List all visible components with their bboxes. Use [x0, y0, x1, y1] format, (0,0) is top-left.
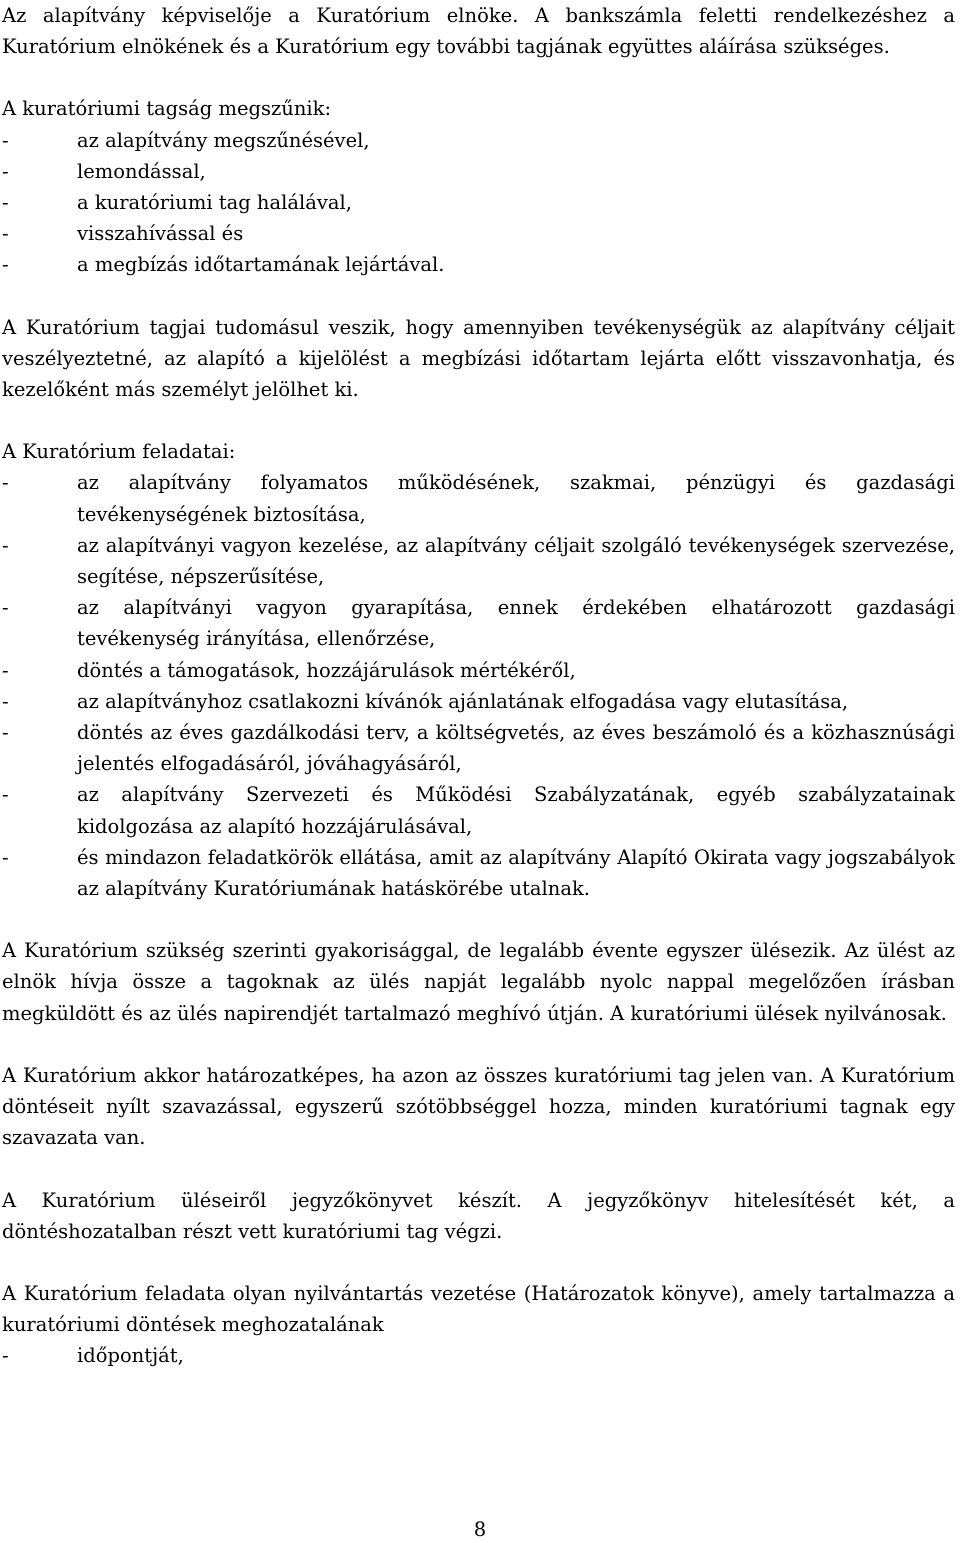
list-item-text: döntés a támogatások, hozzájárulások mértékéről,: [77, 658, 576, 682]
page-number: 8: [473, 1518, 487, 1541]
dash-marker: -: [2, 689, 9, 713]
dash-marker: -: [2, 658, 9, 682]
list-item-text: az alapítványi vagyon kezelése, az alapítvány céljait szolgáló tevékenységek szervezése, segítése, népszerűsítése,: [77, 533, 955, 589]
revocation-paragraph: A Kuratórium tagjai tudomásul veszik, hogy amennyiben tevékenységük az alapítvány céljait veszélyeztetné, az alapító a kijelölést a megbízási időtartam lejárta előtt visszavonhatja, és kezelőként más személyt jelölhet ki.: [2, 315, 955, 402]
list-item: [2, 592, 955, 654]
list-item-text: az alapítvány folyamatos működésének, szakmai, pénzügyi és gazdasági tevékenységének biztosítása,: [77, 471, 955, 526]
register-paragraph: A Kuratórium feladata olyan nyilvántartás vezetése (Határozatok könyve), amely tartalmazza a kuratóriumi döntések meghozatalának: [2, 1281, 955, 1337]
quorum-paragraph: A Kuratórium akkor határozatképes, ha azon az összes kuratóriumi tag jelen van. A Kuratórium döntéseit nyílt szavazással, egyszerű szótöbbséggel hozza, minden kuratóriumi tagnak egy szavazata van.: [2, 1063, 955, 1150]
dash-marker: -: [2, 1344, 9, 1368]
dash-marker: -: [2, 159, 9, 183]
dash-marker: -: [2, 783, 9, 807]
spacer: [2, 1154, 955, 1185]
duties-heading: A Kuratórium feladatai:: [2, 440, 236, 464]
membership-end-list: [2, 125, 955, 281]
dash-marker: -: [2, 253, 9, 277]
list-item: [2, 156, 955, 187]
dash-marker: -: [2, 721, 9, 745]
dash-marker: -: [2, 845, 9, 869]
dash-marker: -: [2, 533, 9, 557]
spacer: [2, 1247, 955, 1278]
dash-marker: -: [2, 191, 9, 215]
dash-marker: -: [2, 128, 9, 152]
list-item: [2, 187, 955, 218]
list-item: [2, 218, 955, 249]
minutes-paragraph: A Kuratórium üléseiről jegyzőkönyvet készít. A jegyzőkönyv hitelesítését két, a döntéshozatalban részt vett kuratóriumi tag végzi.: [2, 1188, 955, 1243]
spacer: [2, 904, 955, 935]
list-item-text: időpontját,: [77, 1344, 184, 1368]
document-page: [2, 0, 955, 1372]
spacer: [2, 281, 955, 312]
list-item-text: döntés az éves gazdálkodási terv, a költségvetés, az éves beszámoló és a közhasznúsági jelentés elfogadásáról, jóváhagyásáról,: [77, 721, 955, 776]
spacer: [2, 62, 955, 93]
list-item-text: az alapítvány megszűnésével,: [77, 128, 370, 152]
list-item: [2, 655, 955, 686]
meetings-paragraph: A Kuratórium szükség szerinti gyakorisággal, de legalább évente egyszer ülésezik. Az ülést az elnök hívja össze a tagoknak az ülés napját legalább nyolc nappal megelőzően írásban megküldött és az ülés napirendjét tartalmazó meghívó útján. A kuratóriumi ülések nyilvánosak.: [2, 939, 955, 1025]
list-item: [2, 530, 955, 592]
list-item: [2, 1340, 955, 1371]
dash-marker: -: [2, 471, 9, 495]
dash-marker: -: [2, 222, 9, 246]
dash-marker: -: [2, 596, 9, 620]
register-list: [2, 1340, 955, 1371]
list-item-text: és mindazon feladatkörök ellátása, amit az alapítvány Alapító Okirata vagy jogszabályok az alapítvány Kuratóriumának hatáskörébe utalnak.: [77, 845, 955, 901]
list-item-text: lemondással,: [77, 159, 206, 183]
spacer: [2, 1029, 955, 1060]
list-item-text: az alapítvány Szervezeti és Működési Szabályzatának, egyéb szabályzatainak kidolgozása az alapító hozzájárulásával,: [77, 783, 955, 838]
list-item-text: az alapítványhoz csatlakozni kívánók ajánlatának elfogadása vagy elutasítása,: [77, 689, 849, 713]
list-item: [2, 717, 955, 779]
list-item: [2, 686, 955, 717]
list-item: [2, 125, 955, 156]
list-item: [2, 779, 955, 841]
list-item-text: a megbízás időtartamának lejártával.: [77, 253, 445, 277]
list-item-text: visszahívással és: [77, 222, 244, 246]
list-item: [2, 842, 955, 904]
list-item-text: az alapítványi vagyon gyarapítása, ennek érdekében elhatározott gazdasági tevékenység irányítása, ellenőrzése,: [77, 596, 955, 651]
spacer: [2, 405, 955, 436]
intro-paragraph: Az alapítvány képviselője a Kuratórium elnöke. A bankszámla feletti rendelkezéshez a Kuratórium elnökének és a Kuratórium egy további tagjának együttes aláírása szükséges.: [2, 4, 955, 59]
duties-list: [2, 467, 955, 904]
membership-end-heading: A kuratóriumi tagság megszűnik:: [2, 97, 332, 121]
list-item: [2, 467, 955, 529]
list-item-text: a kuratóriumi tag halálával,: [77, 191, 352, 215]
list-item: [2, 249, 955, 280]
